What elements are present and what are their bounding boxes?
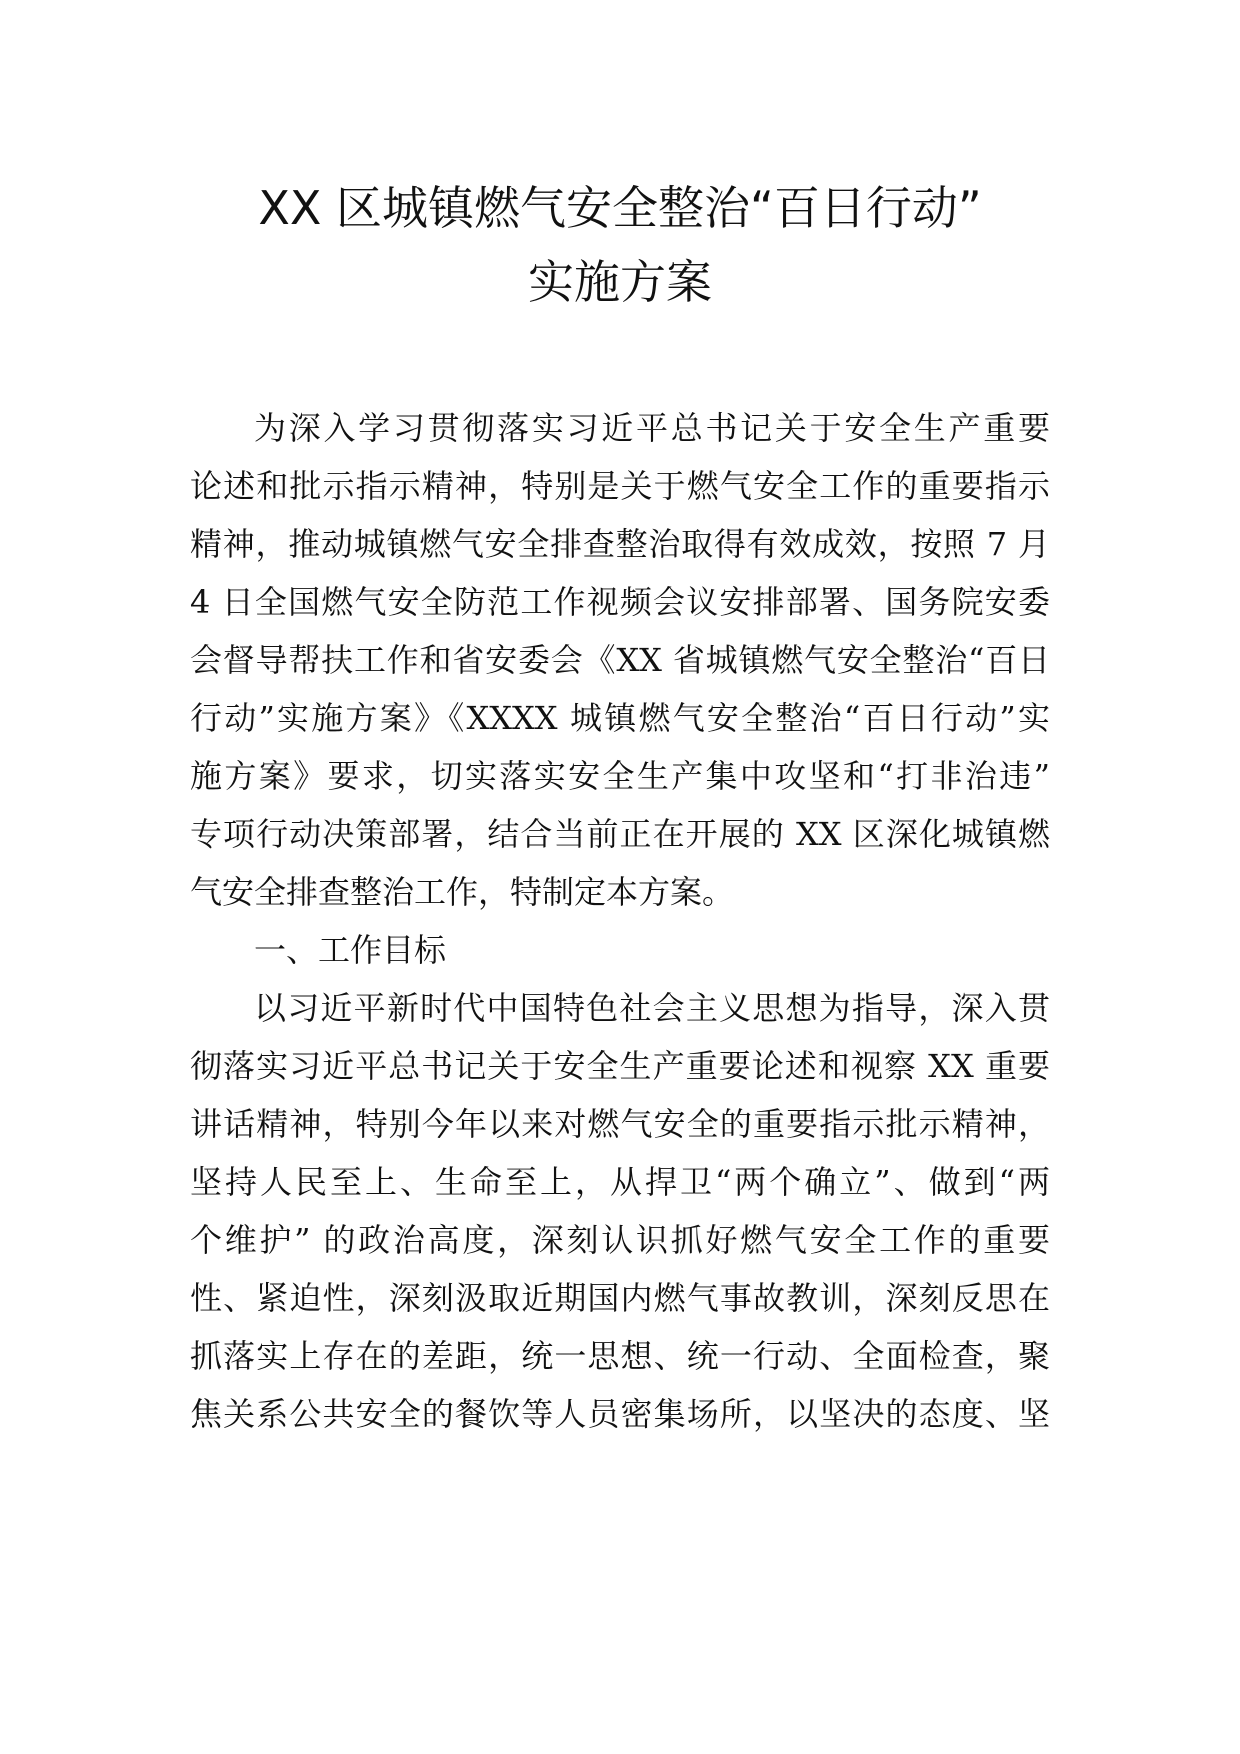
section-heading-work-goals: 一、工作目标: [254, 931, 447, 969]
paragraph-line: 行动”实施方案》《XXXX 城镇燃气安全整治“百日行动”实: [190, 699, 1050, 737]
paragraph-line: 彻落实习近平总书记关于安全生产重要论述和视察 XX 重要: [190, 1047, 1050, 1085]
paragraph-line: 坚持人民至上、生命至上，从捍卫“两个确立”、做到“两: [190, 1163, 1050, 1201]
paragraph-line: 焦关系公共安全的餐饮等人员密集场所，以坚决的态度、坚: [190, 1395, 1050, 1433]
paragraph-line: 气安全排查整治工作，特制定本方案。: [190, 873, 735, 911]
paragraph-line: 会督导帮扶工作和省安委会《XX 省城镇燃气安全整治“百日: [190, 641, 1050, 679]
paragraph-line: 以习近平新时代中国特色社会主义思想为指导，深入贯: [254, 989, 1050, 1027]
document-title-line-2: 实施方案: [528, 255, 712, 309]
paragraph-line: 为深入学习贯彻落实习近平总书记关于安全生产重要: [254, 409, 1050, 447]
paragraph-line: 施方案》要求，切实落实安全生产集中攻坚和“打非治违”: [190, 757, 1050, 795]
paragraph-line: 专项行动决策部署，结合当前正在开展的 XX 区深化城镇燃: [190, 815, 1050, 853]
paragraph-line: 讲话精神，特别今年以来对燃气安全的重要指示批示精神，: [190, 1105, 1050, 1143]
document-title-line-1: XX 区城镇燃气安全整治“百日行动”: [258, 181, 982, 235]
paragraph-line: 精神，推动城镇燃气安全排查整治取得有效成效，按照 7 月: [190, 525, 1050, 563]
paragraph-line: 性、紧迫性，深刻汲取近期国内燃气事故教训，深刻反思在: [190, 1279, 1050, 1317]
paragraph-line: 论述和批示指示精神，特别是关于燃气安全工作的重要指示: [190, 467, 1050, 505]
paragraph-line: 4 日全国燃气安全防范工作视频会议安排部署、国务院安委: [190, 583, 1050, 621]
paragraph-line: 抓落实上存在的差距，统一思想、统一行动、全面检查，聚: [190, 1337, 1050, 1375]
paragraph-line: 个维护” 的政治高度，深刻认识抓好燃气安全工作的重要: [190, 1221, 1050, 1259]
